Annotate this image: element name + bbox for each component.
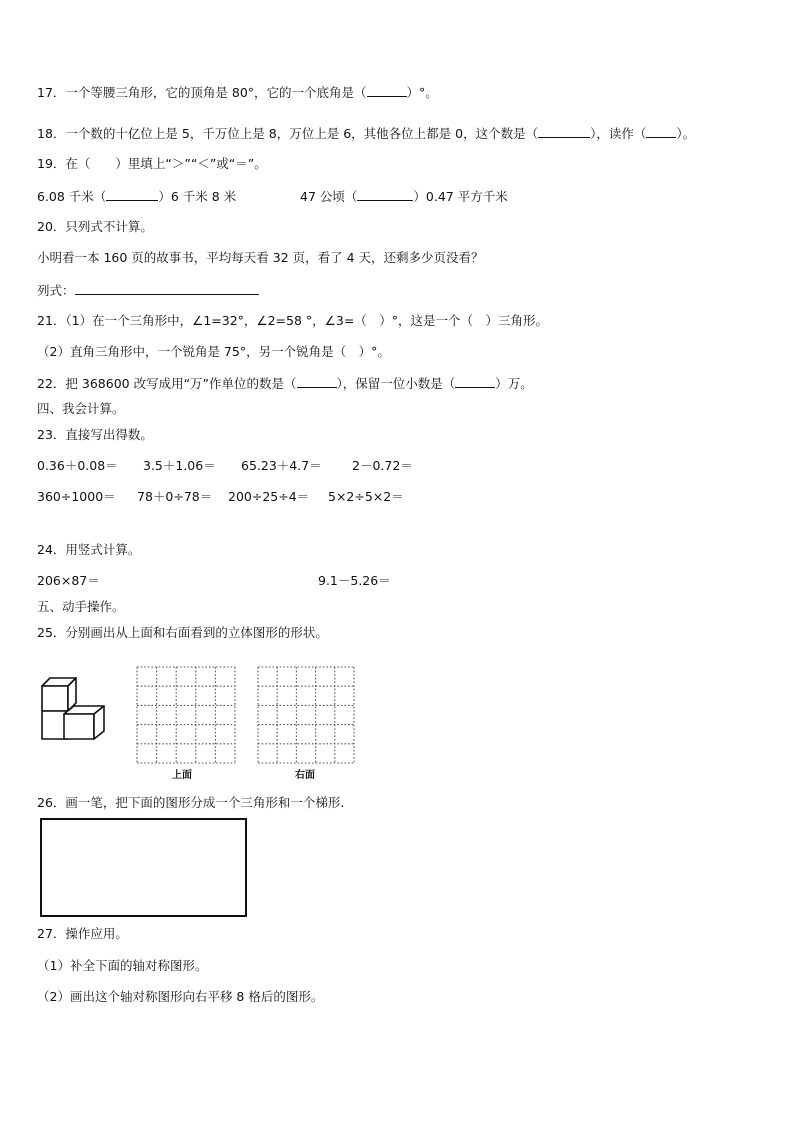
question-25-title: 25．分别画出从上面和右面看到的立体图形的形状。 bbox=[37, 625, 328, 640]
q17-text-end: ）°。 bbox=[406, 85, 438, 100]
q20-answer-line bbox=[37, 282, 259, 299]
q19-item-b bbox=[300, 188, 508, 205]
q23-row1-item4: 2－0.72＝ bbox=[352, 458, 413, 473]
answer-blank[interactable] bbox=[297, 375, 337, 388]
question-21-part2: （2）直角三角形中，一个锐角是 75°，另一个锐角是（ ）°。 bbox=[37, 344, 390, 359]
q19-b-text-end: ）0.47 平方千米 bbox=[413, 189, 508, 204]
question-19-title: 19．在（ ）里填上“＞”“＜”或“＝”。 bbox=[37, 156, 267, 171]
question-17 bbox=[37, 84, 438, 101]
q22-text: 22．把 368600 改写成用“万”作单位的数是（ bbox=[37, 376, 297, 391]
top-view-grid[interactable] bbox=[136, 666, 236, 764]
rectangle-figure[interactable] bbox=[40, 818, 247, 917]
q23-row1-item2: 3.5＋1.06＝ bbox=[143, 458, 216, 473]
question-20-title: 20．只列式不计算。 bbox=[37, 219, 153, 234]
q18-text: 18．一个数的十亿位上是 5，千万位上是 8，万位上是 6，其他各位上都是 0，这个数是（ bbox=[37, 126, 539, 141]
question-24-title: 24．用竖式计算。 bbox=[37, 542, 141, 557]
q17-text: 17．一个等腰三角形，它的顶角是 80°，它的一个底角是（ bbox=[37, 85, 367, 100]
answer-blank[interactable] bbox=[646, 125, 676, 138]
q19-a-text: 6.08 千米（ bbox=[37, 189, 107, 204]
q24-item2: 9.1－5.26＝ bbox=[318, 573, 391, 588]
q23-row2-item3: 200÷25÷4＝ bbox=[228, 489, 310, 504]
q23-row1-item1: 0.36＋0.08＝ bbox=[37, 458, 118, 473]
q22-text-mid: ），保留一位小数是（ bbox=[336, 376, 456, 391]
q23-row2-item4: 5×2÷5×2＝ bbox=[328, 489, 404, 504]
q23-row2-item2: 78＋0÷78＝ bbox=[137, 489, 213, 504]
answer-blank[interactable] bbox=[75, 282, 259, 295]
q27-sub2: （2）画出这个轴对称图形向右平移 8 格后的图形。 bbox=[37, 989, 324, 1004]
q23-row2-item1: 360÷1000＝ bbox=[37, 489, 116, 504]
right-view-caption: 右面 bbox=[295, 770, 315, 781]
section-4-heading: 四、我会计算。 bbox=[37, 401, 125, 416]
q24-item1: 206×87＝ bbox=[37, 573, 100, 588]
right-view-grid[interactable] bbox=[257, 666, 355, 764]
answer-blank[interactable] bbox=[357, 188, 413, 201]
q20-problem: 小明看一本 160 页的故事书，平均每天看 32 页，看了 4 天，还剩多少页没看？ bbox=[37, 250, 484, 265]
question-21-part1: 21．（1）在一个三角形中，∠1=32°，∠2=58 °，∠3=（ ）°，这是一个（ ）三角形。 bbox=[37, 313, 549, 328]
question-18 bbox=[37, 125, 695, 142]
cube-stack-figure bbox=[38, 676, 110, 744]
q19-item-a bbox=[37, 188, 236, 205]
q20-label: 列式： bbox=[37, 283, 75, 298]
q18-text-mid: ），读作（ bbox=[590, 126, 647, 141]
question-26-title: 26．画一笔，把下面的图形分成一个三角形和一个梯形. bbox=[37, 795, 345, 810]
q18-text-end: ）。 bbox=[676, 126, 696, 141]
q23-row1-item3: 65.23＋4.7＝ bbox=[241, 458, 322, 473]
top-view-caption: 上面 bbox=[172, 770, 192, 781]
question-22 bbox=[37, 375, 533, 392]
q22-text-end: ）万。 bbox=[495, 376, 533, 391]
answer-blank[interactable] bbox=[538, 125, 590, 138]
q19-b-text: 47 公顷（ bbox=[300, 189, 358, 204]
question-27-title: 27．操作应用。 bbox=[37, 926, 128, 941]
section-5-heading: 五、动手操作。 bbox=[37, 599, 125, 614]
answer-blank[interactable] bbox=[455, 375, 495, 388]
question-23-title: 23．直接写出得数。 bbox=[37, 427, 153, 442]
answer-blank[interactable] bbox=[106, 188, 158, 201]
q19-a-text-end: ）6 千米 8 米 bbox=[158, 189, 237, 204]
answer-blank[interactable] bbox=[367, 84, 407, 97]
q27-sub1: （1）补全下面的轴对称图形。 bbox=[37, 958, 208, 973]
